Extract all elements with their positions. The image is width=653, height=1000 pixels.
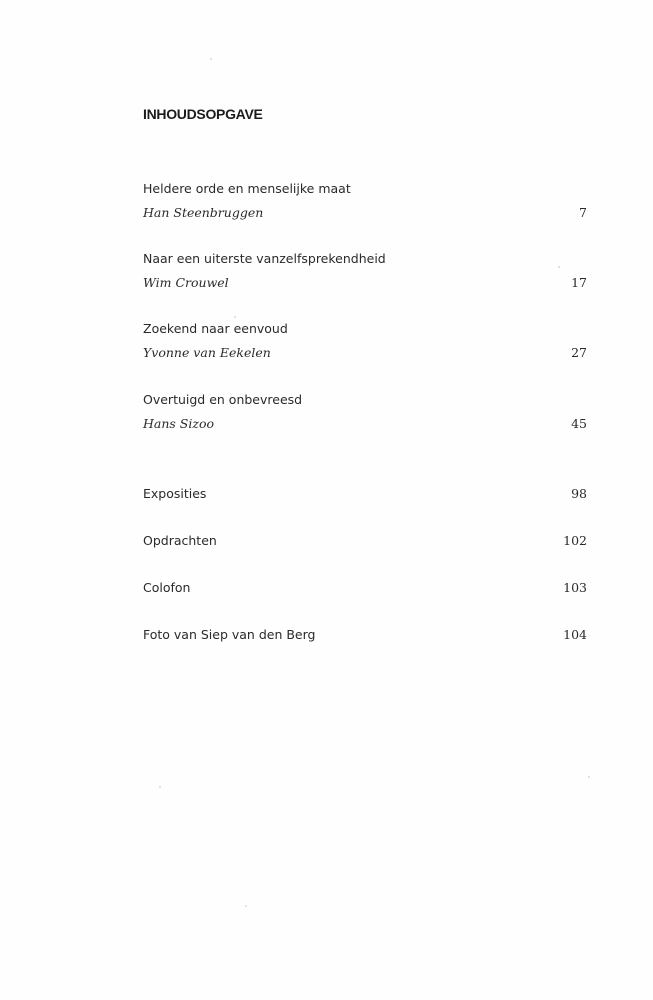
scan-speck [588,776,590,778]
section-page-number: 104 [563,627,587,642]
essay-author: Han Steenbruggen [143,205,264,220]
section-title: Colofon [143,580,191,595]
section-page-number: 98 [571,486,587,501]
section-page-number: 102 [563,533,587,548]
essay-title: Heldere orde en menselijke maat [143,181,351,196]
scan-speck [245,905,247,907]
toc-essay-entry [143,392,587,432]
section-page-number: 103 [563,580,587,595]
essay-page-number: 27 [571,345,587,360]
essay-page-number: 17 [571,275,587,290]
essay-title: Naar een uiterste vanzelfsprekendheid [143,251,386,266]
essay-author-row [143,345,587,361]
scan-speck [159,786,161,788]
section-title: Opdrachten [143,533,217,548]
essay-author: Hans Sizoo [143,416,214,431]
scan-speck [210,58,212,60]
essay-title: Zoekend naar eenvoud [143,321,288,336]
toc-heading: INHOUDSOPGAVE [143,106,263,122]
scan-speck [558,266,560,268]
essay-author-row [143,275,587,291]
toc-section-entry [143,580,587,596]
section-title: Exposities [143,486,207,501]
scan-speck [234,316,236,318]
section-title: Foto van Siep van den Berg [143,627,316,642]
essay-author-row [143,205,587,221]
essay-page-number: 45 [571,416,587,431]
essay-author: Wim Crouwel [143,275,229,290]
toc-essay-entry [143,251,587,291]
toc-section-entry [143,486,587,502]
essay-title: Overtuigd en onbevreesd [143,392,303,407]
essay-author-row [143,416,587,432]
essay-page-number: 7 [579,205,587,220]
essay-author: Yvonne van Eekelen [143,345,271,360]
toc-essay-entry [143,321,587,361]
toc-essay-entry [143,181,587,221]
toc-section-entry [143,627,587,643]
toc-section-entry [143,533,587,549]
